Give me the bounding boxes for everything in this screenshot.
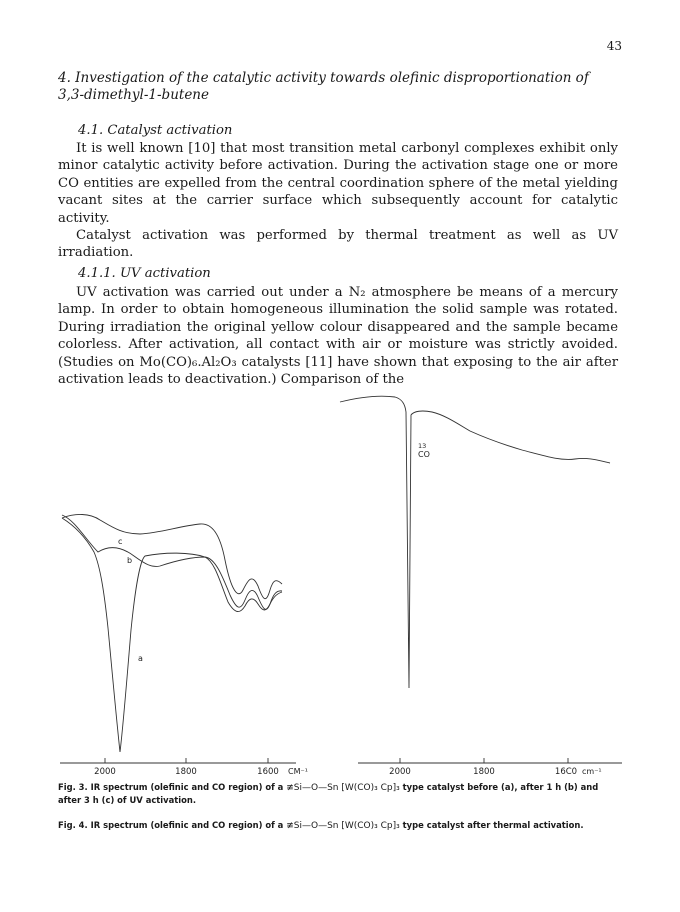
fig4-peak-label-superscript: 13 — [418, 442, 427, 450]
figure4-caption-suffix: type catalyst after thermal activation. — [402, 820, 584, 830]
figure4-caption — [58, 819, 624, 832]
curve-label-b: b — [127, 556, 133, 565]
fig3-tick-marks — [105, 758, 268, 763]
paragraph-1: It is well known [10] that most transition metal carbonyl complexes exhibit only minor catalytic activity before activation. During the activation stage one or more CO entities are expelled from the central coordination sphere of the metal yielding vacant sites at the carrier surface which subsequently account for catalytic activity. — [58, 141, 618, 226]
fig4-tick-marks — [400, 758, 568, 763]
figure3-caption-formula: ≢Si—O—Sn [W(CO)₃ Cp]₃ — [286, 783, 400, 793]
figure3-caption-prefix: Fig. 3. IR spectrum (olefinic and CO region) of a — [58, 782, 284, 792]
paragraph-2: Catalyst activation was performed by thermal treatment as well as UV irradiation. — [58, 228, 618, 261]
fig4-unit-label: cm⁻¹ — [582, 767, 602, 776]
spectrum-curve-c — [62, 514, 282, 598]
fig3-tick-label-2000: 2000 — [94, 767, 116, 777]
fig3-tick-label-1800: 1800 — [175, 767, 197, 777]
figure3-caption — [58, 781, 624, 806]
section-heading-line2: 3,3-dimethyl-1-butene — [58, 87, 209, 103]
curve-label-c: c — [118, 537, 123, 546]
fig3-unit-label: CM⁻¹ — [288, 767, 308, 776]
spectrum-curve-a — [62, 518, 282, 752]
curve-label-a: a — [138, 654, 143, 663]
fig4-peak-label: CO — [418, 450, 430, 459]
section-heading-line1: 4. Investigation of the catalytic activity towards olefinic disproportionation of — [58, 70, 589, 86]
subsubsection-heading: 4.1.1. UV activation — [78, 266, 211, 281]
fig4-tick-label-2000: 2000 — [389, 767, 411, 777]
paragraph-3: UV activation was carried out under a N₂ atmosphere be means of a mercury lamp. In order to obtain homogeneous illumination the solid sample was rotated. During irradiation the original yellow colour disappeared and the sample became colorless. After activation, all contact with air or moisture was strictly avoided. (Studies on Mo(CO)₆.Al₂O₃ catalysts [11] have shown that exposing to the air after activation leads to deactivation.) Comparison of the — [58, 285, 618, 388]
fig4-tick-label-1600: 16C0 — [554, 767, 578, 777]
figure3-caption-suffix: type catalyst before (a), after 1 h (b) and after 3 h (c) of UV activation. — [58, 782, 599, 805]
fig4-tick-label-1800: 1800 — [473, 767, 495, 777]
fig3-tick-label-1600: 1600 — [257, 767, 279, 777]
spectrum-curve-thermal — [340, 396, 610, 688]
subsection-heading: 4.1. Catalyst activation — [78, 123, 233, 138]
figure4-caption-formula: ≢Si—O—Sn [W(CO)₃ Cp]₃ — [286, 821, 400, 831]
page-number: 43 — [606, 39, 622, 53]
figure4-caption-prefix: Fig. 4. IR spectrum (olefinic and CO region) of a — [58, 820, 284, 830]
